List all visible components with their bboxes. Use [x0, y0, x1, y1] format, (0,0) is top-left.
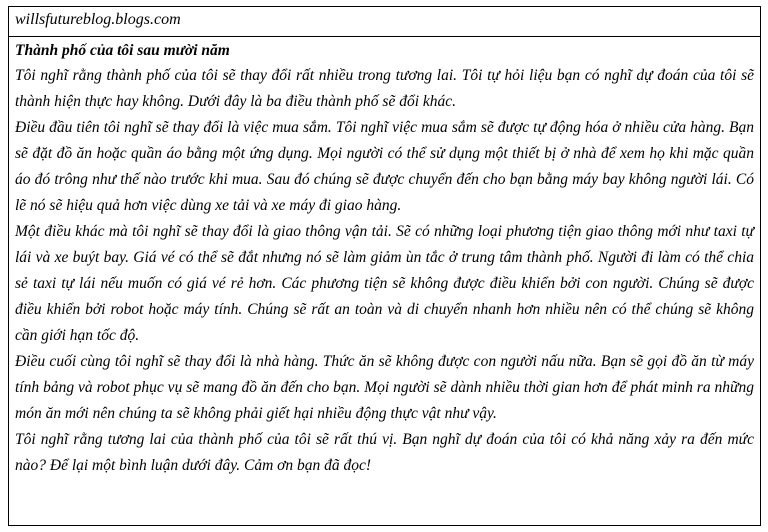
paragraph-conclusion: Tôi nghĩ rằng tương lai của thành phố của tôi sẽ rất thú vị. Bạn nghĩ dự đoán của tôi có khả năng xảy ra đến mức nào? Để lại một bình luận dưới đây. Cảm ơn bạn đã đọc! — [15, 431, 754, 474]
paragraph-restaurants: Điều cuối cùng tôi nghĩ sẽ thay đổi là nhà hàng. Thức ăn sẽ không được con người nấu nữa. Bạn sẽ gọi đồ ăn từ máy tính bảng và robot phục vụ sẽ mang đồ ăn đến cho bạn. Mọi người sẽ dành nhiều thời gian hơn để phát minh ra những món ăn mới nên chúng ta sẽ không phải giết hại nhiều động thực vật như vậy. — [15, 353, 754, 422]
blog-post-table — [8, 6, 761, 526]
blog-url: willsfutureblog.blogs.com — [15, 11, 181, 28]
paragraph-intro: Tôi nghĩ rằng thành phố của tôi sẽ thay đổi rất nhiều trong tương lai. Tôi tự hỏi liệu bạn có nghĩ dự đoán của tôi sẽ thành hiện thực hay không. Dưới đây là ba điều thành phố sẽ đổi khác. — [15, 67, 754, 110]
post-content — [9, 37, 760, 479]
url-header-row — [9, 7, 760, 37]
paragraph-transport: Một điều khác mà tôi nghĩ sẽ thay đổi là giao thông vận tải. Sẽ có những loại phương tiện giao thông mới như taxi tự lái và xe buýt bay. Giá vé có thể sẽ đắt nhưng nó sẽ làm giảm ùn tắc ở trung tâm thành phố. Người đi làm có thể chia sẻ taxi tự lái nếu muốn có giá vé rẻ hơn. Các phương tiện sẽ không được điều khiển bởi con người. Chúng sẽ được điều khiển bởi robot hoặc máy tính. Chúng sẽ rất an toàn và di chuyển nhanh hơn nhiều nên có thể chúng sẽ không cần giới hạn tốc độ. — [15, 223, 754, 344]
paragraph-shopping: Điều đầu tiên tôi nghĩ sẽ thay đổi là việc mua sắm. Tôi nghĩ việc mua sắm sẽ được tự động hóa ở nhiều cửa hàng. Bạn sẽ đặt đồ ăn hoặc quần áo bằng một ứng dụng. Mọi người có thể sử dụng một thiết bị ở nhà để xem họ khi mặc quần áo đó trông như thế nào trước khi mua. Sau đó chúng sẽ được chuyển đến cho bạn bằng máy bay không người lái. Có lẽ nó sẽ hiệu quả hơn việc dùng xe tải và xe máy đi giao hàng. — [15, 119, 754, 214]
post-title: Thành phố của tôi sau mười năm — [15, 42, 230, 59]
